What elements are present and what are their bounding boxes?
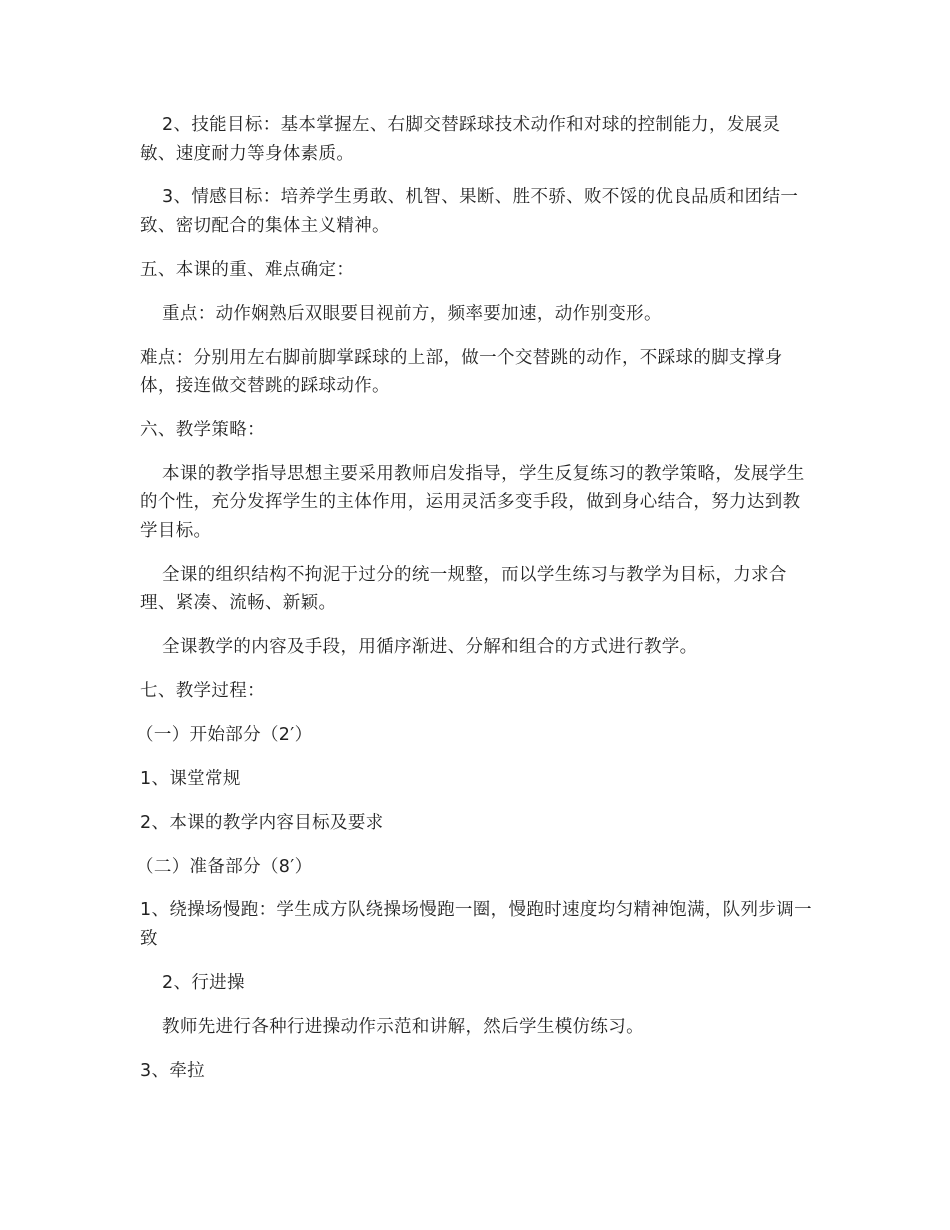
- subheading-preparation-part: （二）准备部分（8′）: [136, 856, 313, 877]
- paragraph-emotion-goal: 3、情感目标：培养学生勇敢、机智、果断、胜不骄、败不馁的优良品质和团结一致、密切配合的集体主义精神。: [140, 187, 799, 236]
- list-item-lesson-goals: 2、本课的教学内容目标及要求: [140, 812, 384, 833]
- list-item-marching-exercise: 2、行进操: [162, 972, 245, 993]
- list-item-jogging: 1、绕操场慢跑：学生成方队绕操场慢跑一圈，慢跑时速度均匀精神饱满，队列步调一致: [140, 900, 812, 949]
- list-item-class-routine: 1、课堂常规: [140, 768, 241, 789]
- subheading-start-part: （一）开始部分（2′）: [136, 724, 313, 745]
- paragraph-key-point: 重点：动作娴熟后双眼要目视前方，频率要加速，动作别变形。: [162, 303, 662, 324]
- paragraph-strategy-guiding-idea: 本课的教学指导思想主要采用教师启发指导，学生反复练习的教学策略，发展学生的个性，充分发挥学生的主体作用，运用灵活多变手段，做到身心结合，努力达到教学目标。: [140, 463, 805, 541]
- heading-teaching-process: 七、教学过程：: [140, 681, 265, 702]
- paragraph-strategy-structure: 全课的组织结构不拘泥于过分的统一规整，而以学生练习与教学为目标，力求合理、紧凑、流畅、新颖。: [140, 564, 787, 614]
- document-body: [136, 111, 812, 1101]
- paragraph-difficult-point: 难点：分别用左右脚前脚掌踩球的上部，做一个交替跳的动作，不踩球的脚支撑身体，接连做交替跳的踩球动作。: [140, 347, 783, 397]
- heading-teaching-strategy: 六、教学策略：: [140, 419, 265, 440]
- paragraph-strategy-method: 全课教学的内容及手段，用循序渐进、分解和组合的方式进行教学。: [162, 637, 698, 658]
- heading-key-difficult-points: 五、本课的重、难点确定：: [140, 259, 355, 280]
- paragraph-skill-goal: 2、技能目标：基本掌握左、右脚交替踩球技术动作和对球的控制能力，发展灵敏、速度耐力等身体素质。: [140, 115, 781, 164]
- paragraph-marching-demo: 教师先进行各种行进操动作示范和讲解，然后学生模仿练习。: [162, 1016, 644, 1037]
- list-item-stretching: 3、牵拉: [140, 1060, 206, 1081]
